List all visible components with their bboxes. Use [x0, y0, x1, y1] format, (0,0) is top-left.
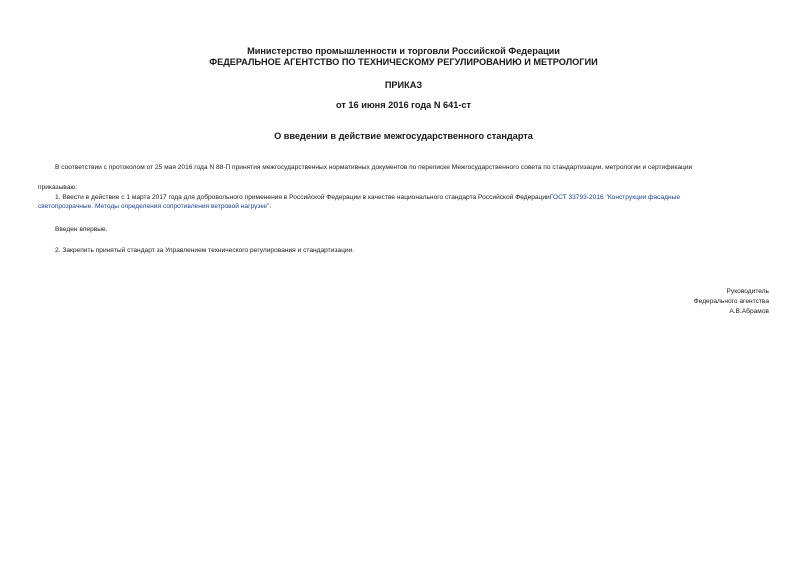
document-type: ПРИКАЗ — [384, 80, 423, 90]
introduced-first-note: Введен впервые. — [55, 226, 108, 233]
item-2-paragraph: 2. Закрепить принятый стандарт за Управлением технического регулирования и стандартизации. — [55, 247, 355, 254]
preamble-paragraph: В соответствии с протоколом от 25 мая 2016 года N 88-П принятия межгосударственных нормативных документов по переписке Межгосударственного совета по стандартизации, метрологии и сертификации — [55, 164, 693, 171]
agency-title: ФЕДЕРАЛЬНОЕ АГЕНТСТВО ПО ТЕХНИЧЕСКОМУ РЕГУЛИРОВАНИЮ И МЕТРОЛОГИИ — [209, 57, 598, 67]
item-1-text: 1. Ввести в действие с 1 марта 2017 года для добровольного применения в Российской Федерации в качестве национального стандарта Российской Федерации — [55, 194, 550, 201]
document-subject: О введении в действие межгосударственного стандарта — [274, 131, 533, 141]
signature-name: А.В.Абрамов — [729, 308, 769, 315]
item-1-tail: . — [269, 203, 272, 210]
signature-role: Руководитель — [726, 288, 769, 295]
ministry-title: Министерство промышленности и торговли Российской Федерации — [247, 46, 560, 56]
order-word: приказываю: — [38, 184, 78, 191]
signature-organization: Федерального агентства — [693, 298, 769, 305]
document-date-number: от 16 июня 2016 года N 641-ст — [335, 100, 472, 110]
item-1-paragraph — [38, 193, 769, 211]
standard-link-continuation[interactable]: светопрозрачные. Методы определения сопротивления ветровой нагрузке" — [38, 203, 270, 210]
standard-link[interactable]: ГОСТ 33793-2016 "Конструкции фасадные — [549, 194, 681, 201]
item-1-line-2 — [38, 202, 769, 211]
